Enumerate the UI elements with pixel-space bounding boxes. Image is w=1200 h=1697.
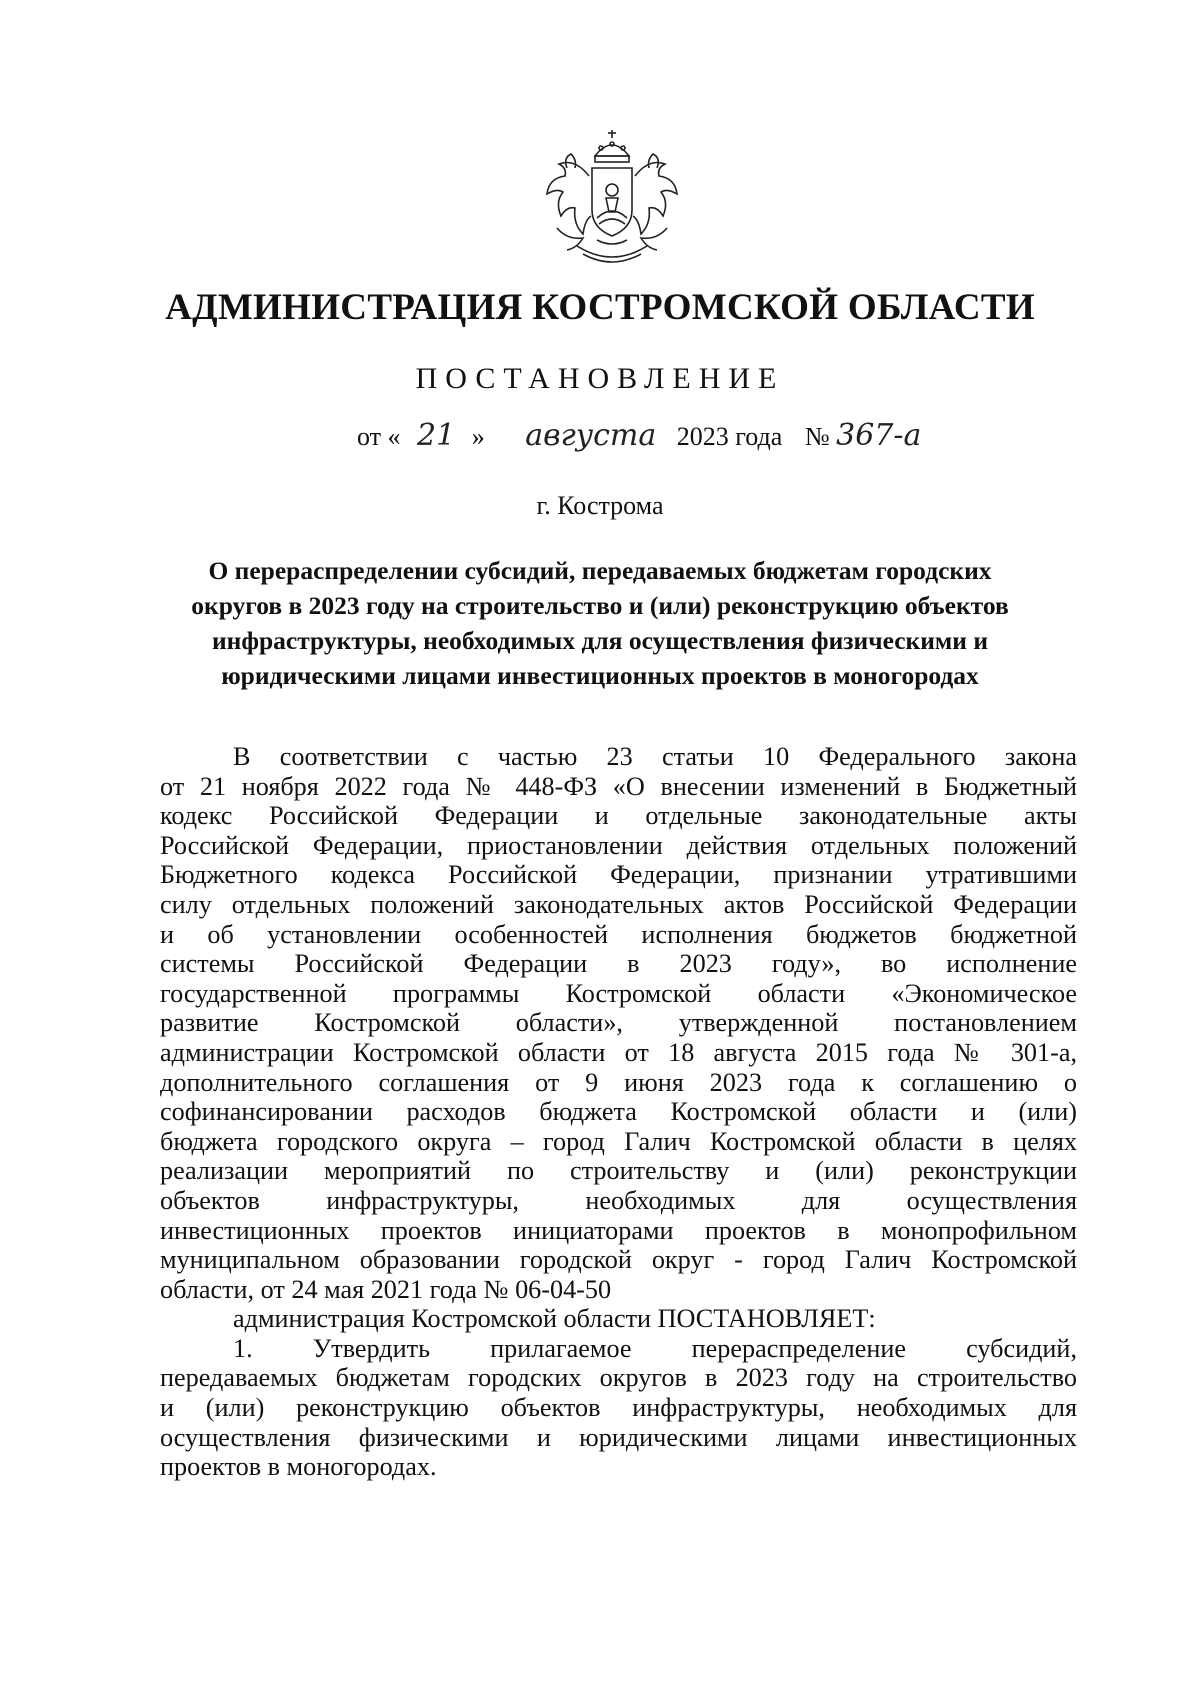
city: г. Кострома — [536, 491, 664, 520]
body-line: В соответствии с частью 23 статьи 10 Федерального закона — [233, 742, 1077, 771]
title-line: инфраструктуры, необходимых для осуществления физическими и — [211, 626, 989, 655]
body-line: кодекс Российской Федерации и отдельные законодательные акты — [160, 801, 1077, 831]
body-line: системы Российской Федерации в 2023 году», во исполнение — [160, 949, 1077, 979]
coat-of-arms-icon — [537, 128, 687, 270]
body-line: софинансировании расходов бюджета Костромской области и (или) — [160, 1097, 1077, 1127]
body-line: Российской Федерации, приостановлении действия отдельных положений — [160, 830, 1077, 860]
date-year: 2023 года — [676, 422, 783, 451]
number-sign: № — [804, 422, 830, 451]
body-line: проектов в моногородах. — [160, 1452, 437, 1482]
date-prefix: от « — [357, 422, 401, 451]
date-close-quote: » — [471, 422, 485, 451]
title-line: округов в 2023 году на строительство и (или) реконструкцию объектов — [191, 591, 1009, 620]
body-line: государственной программы Костромской области «Экономическое — [160, 978, 1077, 1008]
date-month-handwritten: августа — [525, 418, 657, 453]
body-line: дополнительного соглашения от 9 июня 2023 года к соглашению о — [160, 1067, 1077, 1097]
title-line: юридическими лицами инвестиционных проектов в моногородах — [221, 661, 979, 690]
body-line: и (или) реконструкцию объектов инфраструктуры, необходимых для — [160, 1393, 1077, 1423]
document-body — [160, 742, 1077, 1482]
date-day-handwritten: 21 — [417, 418, 456, 453]
date-number-line — [357, 418, 921, 453]
document-title — [150, 553, 1050, 693]
body-line: 1. Утвердить прилагаемое перераспределение субсидий, — [233, 1333, 1077, 1363]
document-number-handwritten: 367-а — [836, 418, 922, 453]
body-line: инвестиционных проектов инициаторами проектов в монопрофильном — [160, 1215, 1077, 1245]
body-line: развитие Костромской области», утвержденной постановлением — [160, 1008, 1077, 1038]
body-line: и об установлении особенностей исполнения бюджетов бюджетной — [160, 919, 1077, 949]
body-line: силу отдельных положений законодательных актов Российской Федерации — [160, 889, 1077, 919]
body-line: администрация Костромской области ПОСТАНОВЛЯЕТ: — [233, 1304, 876, 1334]
body-line: реализации мероприятий по строительству и (или) реконструкции — [160, 1156, 1077, 1186]
body-line: бюджета городского округа – город Галич Костромской области в целях — [160, 1126, 1077, 1156]
body-line: муниципальном образовании городской округ - город Галич Костромской — [160, 1245, 1077, 1275]
body-line: области, от 24 мая 2021 года № 06-04-50 — [160, 1274, 612, 1304]
body-line: Бюджетного кодекса Российской Федерации, признании утратившими — [160, 860, 1077, 890]
title-line: О перераспределении субсидий, передаваемых бюджетам городских — [208, 556, 992, 585]
body-line: администрации Костромской области от 18 августа 2015 года № 301-а, — [160, 1037, 1077, 1067]
organization-name: АДМИНИСТРАЦИЯ КОСТРОМСКОЙ ОБЛАСТИ — [165, 287, 1035, 328]
body-line: от 21 ноября 2022 года № 448-ФЗ «О внесении изменений в Бюджетный — [160, 771, 1077, 801]
body-line: передаваемых бюджетам городских округов в 2023 году на строительство — [160, 1363, 1077, 1393]
body-line: осуществления физическими и юридическими лицами инвестиционных — [160, 1422, 1077, 1452]
body-line: объектов инфраструктуры, необходимых для осуществления — [160, 1185, 1077, 1215]
document-type: ПОСТАНОВЛЕНИЕ — [415, 362, 785, 395]
